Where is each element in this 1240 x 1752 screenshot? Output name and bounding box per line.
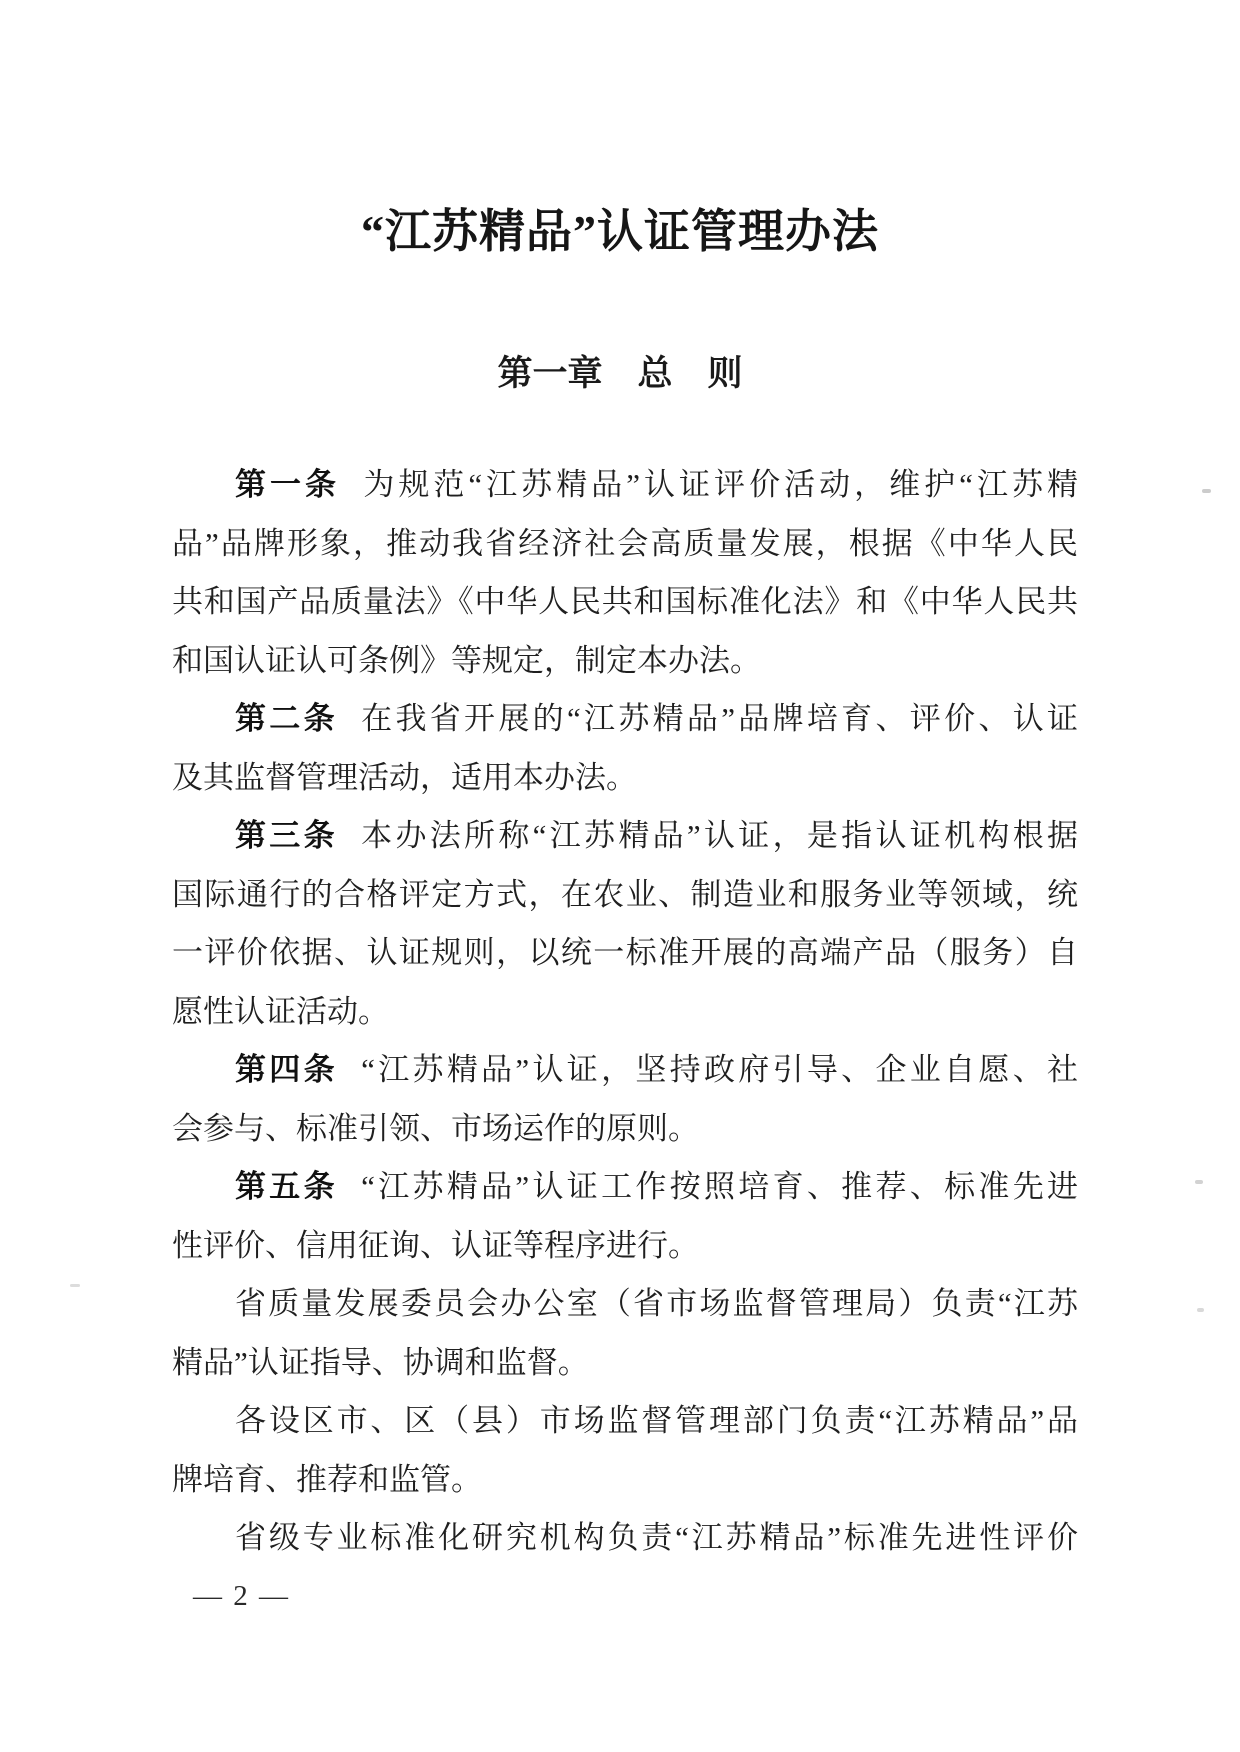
body-line — [172, 807, 1078, 866]
body-line — [172, 690, 1078, 749]
chapter-heading: 第一章 总 则 — [497, 354, 743, 393]
line-text: 国际通行的合格评定方式，在农业、制造业和服务业等领域，统 — [172, 876, 1078, 912]
scan-artifact — [70, 1284, 80, 1287]
line-text: 和国认证认可条例》等规定，制定本办法。 — [172, 642, 761, 678]
line-text: 性评价、信用征询、认证等程序进行。 — [172, 1227, 699, 1263]
document-body — [172, 456, 1078, 1568]
article-number: 第三条 — [235, 818, 338, 853]
article-number: 第五条 — [235, 1169, 338, 1204]
body-line — [172, 632, 1078, 691]
line-text: 各设区市、区（县）市场监督管理部门负责“江苏精品”品 — [235, 1403, 1078, 1438]
body-line — [172, 749, 1078, 808]
body-line — [172, 1158, 1078, 1217]
line-text: 精品”认证指导、协调和监督。 — [172, 1344, 589, 1380]
line-text: 会参与、标准引领、市场运作的原则。 — [172, 1110, 699, 1146]
line-text: 共和国产品质量法》《中华人民共和国标准化法》和《中华人民共 — [172, 584, 1078, 619]
body-line — [172, 924, 1078, 983]
line-text: 一评价依据、认证规则，以统一标准开展的高端产品（服务）自 — [172, 935, 1078, 970]
line-text: 为规范“江苏精品”认证评价活动，维护“江苏精 — [363, 467, 1078, 502]
line-text: 及其监督管理活动，适用本办法。 — [172, 759, 637, 795]
body-line — [172, 456, 1078, 515]
body-line — [172, 573, 1078, 632]
body-line — [172, 1275, 1078, 1334]
article-number: 第四条 — [235, 1052, 338, 1087]
scan-artifact — [1202, 489, 1211, 493]
line-text: 牌培育、推荐和监管。 — [172, 1461, 482, 1497]
article-number: 第二条 — [235, 701, 338, 736]
scan-artifact — [1195, 1180, 1203, 1184]
body-line — [172, 515, 1078, 574]
line-text: 愿性认证活动。 — [172, 993, 389, 1029]
body-line — [172, 1334, 1078, 1393]
scan-artifact — [1197, 1308, 1204, 1312]
body-line — [172, 1041, 1078, 1100]
body-line — [172, 1451, 1078, 1510]
line-text: “江苏精品”认证，坚持政府引导、企业自愿、社 — [361, 1052, 1078, 1087]
page-number: — 2 — — [193, 1580, 290, 1612]
body-line — [172, 1217, 1078, 1276]
line-text: 本办法所称“江苏精品”认证，是指认证机构根据 — [361, 818, 1078, 853]
line-text: 品”品牌形象，推动我省经济社会高质量发展，根据《中华人民 — [172, 525, 1078, 561]
document-title: “江苏精品”认证管理办法 — [361, 206, 879, 257]
line-text: 省质量发展委员会办公室（省市场监督管理局）负责“江苏 — [235, 1286, 1078, 1321]
body-line — [172, 866, 1078, 925]
line-text: “江苏精品”认证工作按照培育、推荐、标准先进 — [361, 1169, 1078, 1204]
body-line — [172, 1100, 1078, 1159]
line-text: 省级专业标准化研究机构负责“江苏精品”标准先进性评价 — [235, 1520, 1078, 1555]
body-line — [172, 1509, 1078, 1568]
line-text: 在我省开展的“江苏精品”品牌培育、评价、认证 — [361, 701, 1078, 736]
article-number: 第一条 — [235, 467, 341, 502]
body-line — [172, 1392, 1078, 1451]
body-line — [172, 983, 1078, 1042]
